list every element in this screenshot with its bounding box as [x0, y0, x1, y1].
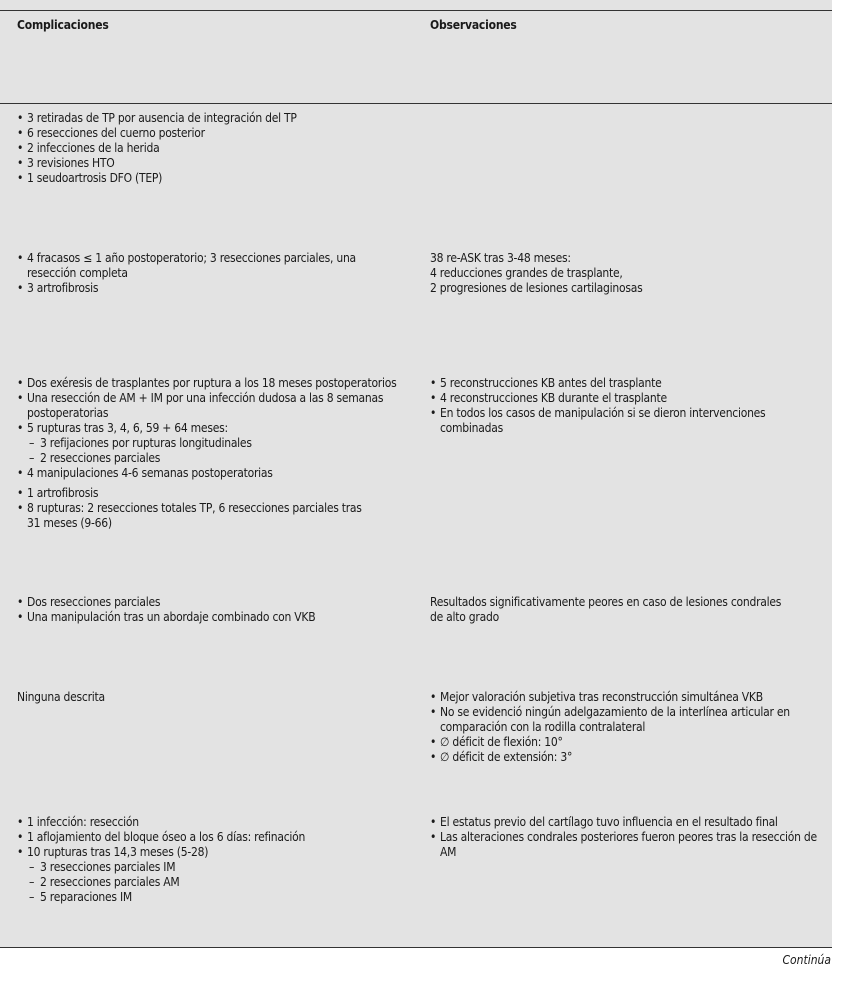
list-item: • 3 artrofibrosis — [17, 281, 362, 296]
sub-list-item: – 5 reparaciones IM — [17, 890, 417, 905]
sub-list-item: – 3 refijaciones por rupturas longitudinales — [17, 436, 417, 451]
header-complicaciones: Complicaciones — [17, 18, 109, 32]
row-3-observaciones — [430, 376, 790, 436]
list-item: • Mejor valoración subjetiva tras reconstrucción simultánea VKB — [430, 690, 800, 705]
list-item: • ∅ déficit de extensión: 3° — [430, 750, 800, 765]
list-item: • 5 rupturas tras 3, 4, 6, 59 + 64 meses: — [17, 421, 417, 436]
list-item: • Una manipulación tras un abordaje combinado con VKB — [17, 610, 417, 625]
list-item: • 1 artrofibrosis — [17, 486, 417, 501]
list-item: • Dos exéresis de trasplantes por ruptura a los 18 meses postoperatorios — [17, 376, 417, 391]
row-1-complicaciones — [17, 111, 417, 186]
row-6-complicaciones — [17, 815, 417, 905]
list-item: • 6 resecciones del cuerno posterior — [17, 126, 417, 141]
row-5-complicaciones — [17, 690, 417, 705]
list-item: • En todos los casos de manipulación si se dieron intervenciones combinadas — [430, 406, 790, 436]
list-item: • 1 aflojamiento del bloque óseo a los 6 días: refinación — [17, 830, 417, 845]
header-rule — [0, 103, 832, 104]
list-item: • 4 fracasos ≤ 1 año postoperatorio; 3 resecciones parciales, una resección completa — [17, 251, 362, 281]
list-item: • El estatus previo del cartílago tuvo influencia en el resultado final — [430, 815, 825, 830]
row-6-observaciones — [430, 815, 825, 860]
row-3-complicaciones — [17, 376, 417, 531]
list-item: • 4 manipulaciones 4-6 semanas postoperatorias — [17, 466, 417, 481]
list-item: • Las alteraciones condrales posteriores fueron peores tras la resección de AM — [430, 830, 825, 860]
row-2-observaciones — [430, 251, 820, 296]
row-2-complicaciones — [17, 251, 362, 296]
list-item: • ∅ déficit de flexión: 10° — [430, 735, 800, 750]
list-item: • Dos resecciones parciales — [17, 595, 417, 610]
observation-line: 38 re-ASK tras 3-48 meses: — [430, 251, 571, 265]
observation-line: 2 progresiones de lesiones cartilaginosas — [430, 281, 643, 295]
complication-text: Ninguna descrita — [17, 690, 105, 704]
table-top-rule — [0, 10, 832, 11]
row-4-complicaciones — [17, 595, 417, 625]
sub-list-item: – 2 resecciones parciales AM — [17, 875, 417, 890]
list-item: • 8 rupturas: 2 resecciones totales TP, 6 resecciones parciales tras 31 meses (9-66) — [17, 501, 362, 531]
observation-line: de alto grado — [430, 610, 499, 624]
observation-line: 4 reducciones grandes de trasplante, — [430, 266, 623, 280]
list-item: • 10 rupturas tras 14,3 meses (5-28) — [17, 845, 417, 860]
list-item: • 3 revisiones HTO — [17, 156, 417, 171]
row-4-observaciones — [430, 595, 820, 625]
list-item: • 2 infecciones de la herida — [17, 141, 417, 156]
list-item: • 3 retiradas de TP por ausencia de integración del TP — [17, 111, 417, 126]
list-item: • 1 infección: resección — [17, 815, 417, 830]
list-item: • No se evidenció ningún adelgazamiento de la interlínea articular en comparación con la rodilla contralateral — [430, 705, 800, 735]
list-item: • 4 reconstrucciones KB durante el trasplante — [430, 391, 790, 406]
list-item: • Una resección de AM + IM por una infección dudosa a las 8 semanas postoperatorias — [17, 391, 417, 421]
sub-list-item: – 3 resecciones parciales IM — [17, 860, 417, 875]
list-item: • 5 reconstrucciones KB antes del trasplante — [430, 376, 790, 391]
observation-line: Resultados significativamente peores en caso de lesiones condrales — [430, 595, 782, 609]
list-item: • 1 seudoartrosis DFO (TEP) — [17, 171, 417, 186]
continued-label: Continúa — [782, 953, 831, 967]
sub-list-item: – 2 resecciones parciales — [17, 451, 417, 466]
table-bottom-rule — [0, 947, 832, 948]
header-observaciones: Observaciones — [430, 18, 517, 32]
row-5-observaciones — [430, 690, 800, 765]
